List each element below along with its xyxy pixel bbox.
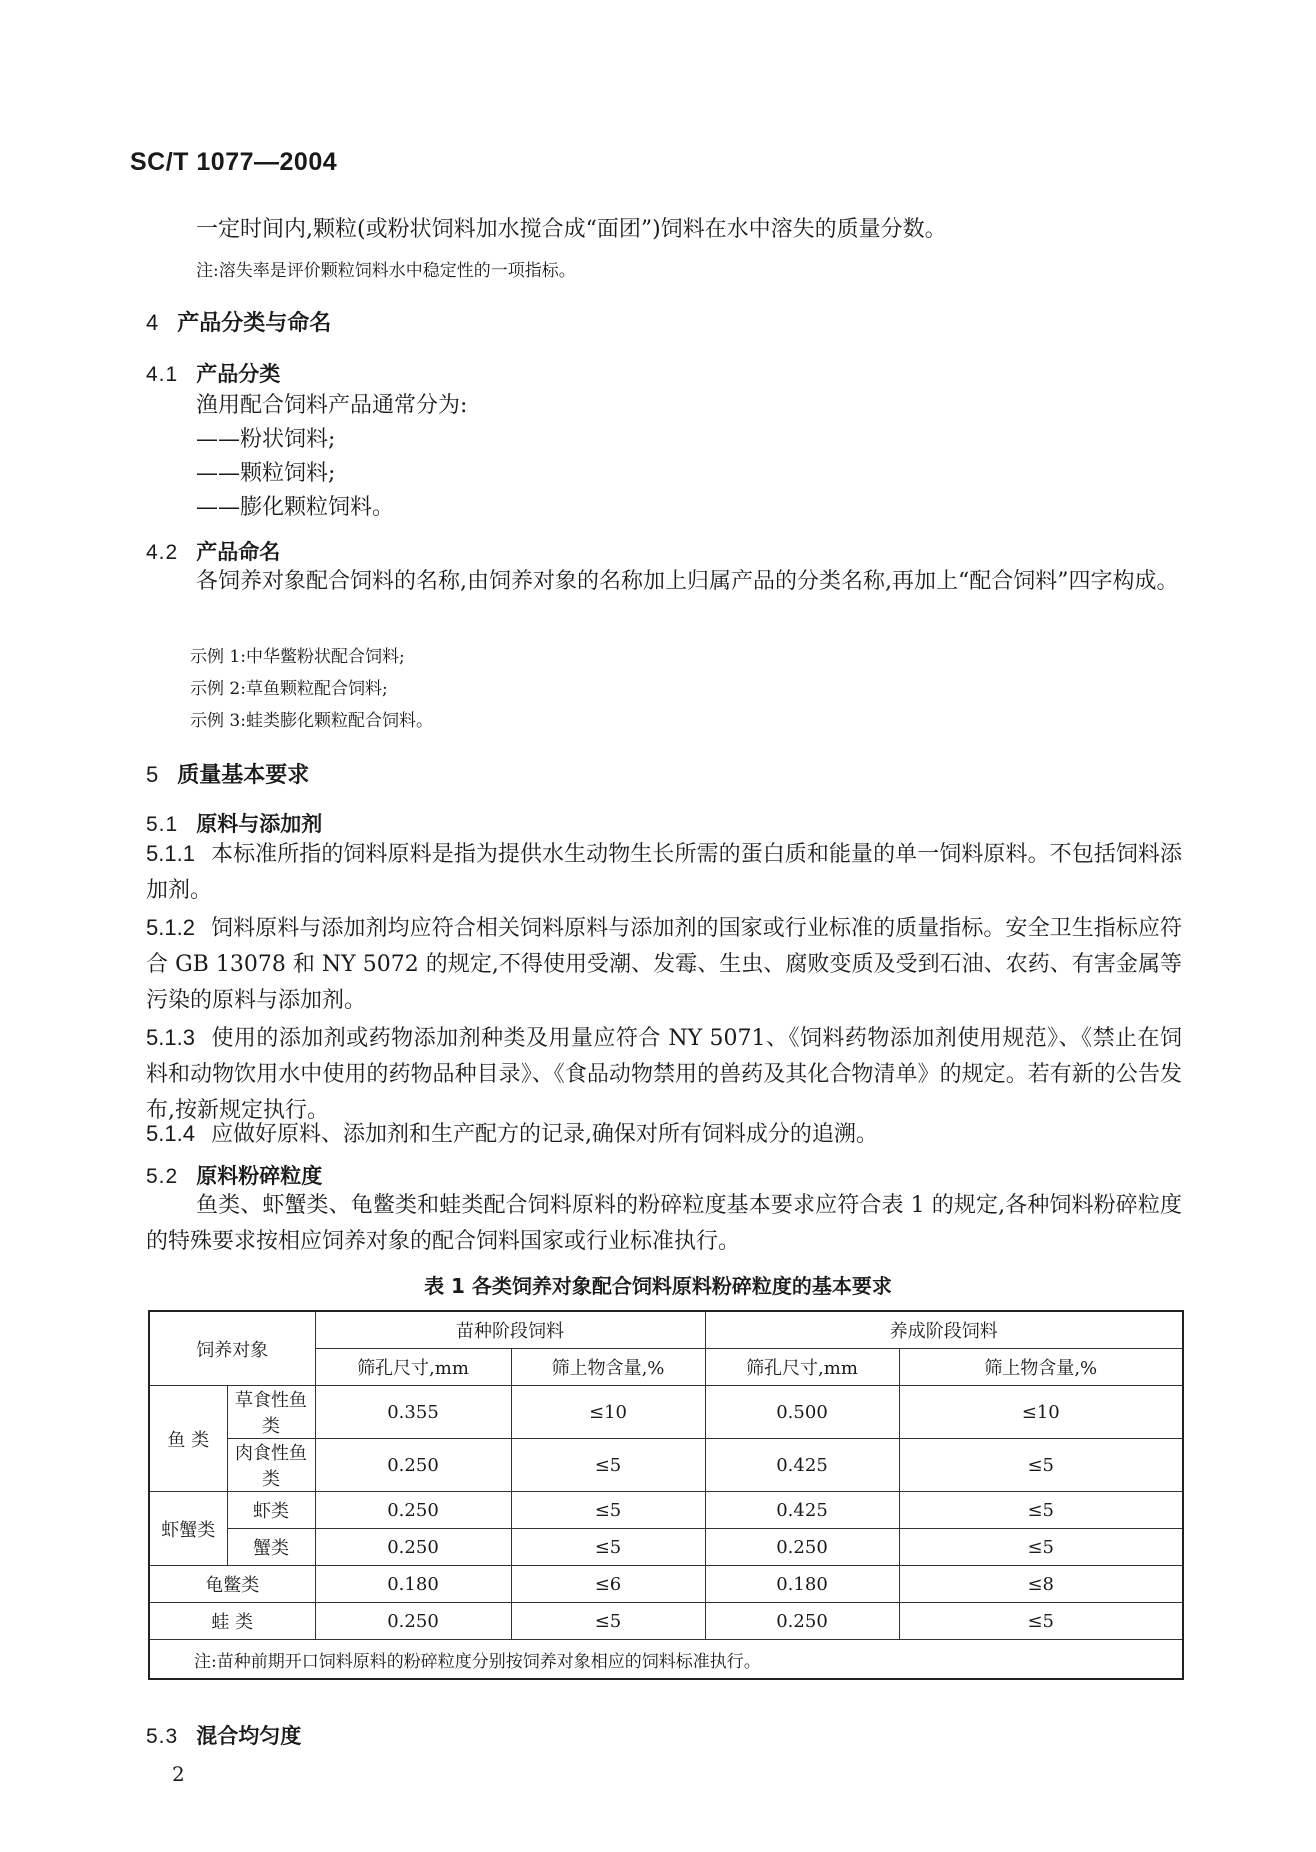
section-4-number: 4 bbox=[146, 310, 160, 335]
section-5-2-heading bbox=[146, 1160, 322, 1190]
sub-label: 虾类 bbox=[227, 1492, 315, 1529]
cell-residue-2: ≤5 bbox=[899, 1439, 1183, 1492]
group-label-crustacean: 虾蟹类 bbox=[149, 1492, 227, 1566]
example-3: 示例 3:蛙类膨化颗粒配合饲料。 bbox=[190, 711, 433, 731]
section-4-2-text: 各饲养对象配合饲料的名称,由饲养对象的名称加上归属产品的分类名称,再加上“配合饲料”四字构成。 bbox=[196, 569, 1179, 594]
sub-label: 草食性鱼类 bbox=[227, 1386, 315, 1439]
header-mesh-2: 筛孔尺寸,mm bbox=[705, 1349, 899, 1386]
sub-label: 蟹类 bbox=[227, 1529, 315, 1566]
clause-5-1-3-text: 使用的添加剂或药物添加剂种类及用量应符合 NY 5071、《饲料药物添加剂使用规范》、《禁止在饲料和动物饮用水中使用的药物品种目录》、《食品动物禁用的兽药及其化合物清单》的规定。若有新的公告发布,按新规定执行。 bbox=[146, 1026, 1182, 1123]
section-4-2-number: 4.2 bbox=[146, 541, 179, 564]
list-item: ——膨化颗粒饲料。 bbox=[196, 495, 395, 520]
cell-mesh-2: 0.180 bbox=[705, 1566, 899, 1603]
table-row bbox=[149, 1439, 1183, 1492]
definition-text: 一定时间内,颗粒(或粉状饲料加水搅合成“面团”)饲料在水中溶失的质量分数。 bbox=[196, 217, 947, 242]
clause-5-1-4-text: 应做好原料、添加剂和生产配方的记录,确保对所有饲料成分的追溯。 bbox=[210, 1122, 878, 1147]
header-seedling: 苗种阶段饲料 bbox=[315, 1311, 705, 1349]
table-1 bbox=[148, 1310, 1184, 1680]
section-5-3-title: 混合均匀度 bbox=[196, 1724, 302, 1748]
cell-residue-2: ≤10 bbox=[899, 1386, 1183, 1439]
section-5-number: 5 bbox=[146, 762, 160, 787]
cell-residue-1: ≤5 bbox=[511, 1439, 705, 1492]
cell-mesh-2: 0.250 bbox=[705, 1603, 899, 1640]
table-header-row bbox=[149, 1311, 1183, 1349]
header-mesh-1: 筛孔尺寸,mm bbox=[315, 1349, 511, 1386]
section-5-title: 质量基本要求 bbox=[177, 763, 310, 788]
cell-residue-2: ≤8 bbox=[899, 1566, 1183, 1603]
section-5-1-heading bbox=[146, 808, 322, 838]
clause-5-1-2 bbox=[146, 910, 1182, 1019]
section-5-2-number: 5.2 bbox=[146, 1165, 179, 1188]
clause-5-1-4 bbox=[146, 1116, 878, 1153]
clause-5-1-3 bbox=[146, 1020, 1182, 1129]
table-1-caption: 表 1 各类饲养对象配合饲料原料粉碎粒度的基本要求 bbox=[424, 1274, 892, 1298]
table-note: 注:苗种前期开口饲料原料的粉碎粒度分别按饲养对象相应的饲料标准执行。 bbox=[149, 1640, 1183, 1680]
clause-5-1-1-text: 本标准所指的饲料原料是指为提供水生动物生长所需的蛋白质和能量的单一饲料原料。不包括饲料添加剂。 bbox=[146, 842, 1182, 903]
page-number: 2 bbox=[172, 1762, 185, 1786]
clause-5-1-4-number: 5.1.4 bbox=[146, 1121, 195, 1146]
section-5-1-title: 原料与添加剂 bbox=[196, 812, 323, 836]
clause-5-1-1-number: 5.1.1 bbox=[146, 841, 195, 866]
list-item: ——粉状饲料; bbox=[196, 427, 336, 452]
section-5-3-heading bbox=[146, 1720, 301, 1750]
table-row bbox=[149, 1492, 1183, 1529]
section-4-1-heading bbox=[146, 358, 280, 388]
header-growout: 养成阶段饲料 bbox=[705, 1311, 1183, 1349]
cell-residue-1: ≤5 bbox=[511, 1603, 705, 1640]
group-label-turtle: 龟鳖类 bbox=[149, 1566, 315, 1603]
cell-residue-1: ≤6 bbox=[511, 1566, 705, 1603]
header-residue-2: 筛上物含量,% bbox=[899, 1349, 1183, 1386]
cell-mesh-2: 0.425 bbox=[705, 1439, 899, 1492]
table-row bbox=[149, 1603, 1183, 1640]
clause-5-1-3-number: 5.1.3 bbox=[146, 1025, 195, 1050]
cell-residue-2: ≤5 bbox=[899, 1529, 1183, 1566]
section-5-1-number: 5.1 bbox=[146, 813, 179, 836]
cell-mesh-2: 0.425 bbox=[705, 1492, 899, 1529]
section-4-heading bbox=[146, 306, 331, 337]
table-row bbox=[149, 1386, 1183, 1439]
cell-residue-1: ≤10 bbox=[511, 1386, 705, 1439]
sub-label: 肉食性鱼类 bbox=[227, 1439, 315, 1492]
section-5-3-number: 5.3 bbox=[146, 1725, 179, 1748]
header-residue-1: 筛上物含量,% bbox=[511, 1349, 705, 1386]
table-row bbox=[149, 1529, 1183, 1566]
section-5-2-title: 原料粉碎粒度 bbox=[196, 1164, 323, 1188]
cell-mesh-1: 0.250 bbox=[315, 1529, 511, 1566]
cell-mesh-1: 0.355 bbox=[315, 1386, 511, 1439]
section-5-2-text: 鱼类、虾蟹类、龟鳖类和蛙类配合饲料原料的粉碎粒度基本要求应符合表 1 的规定,各种饲料粉碎粒度的特殊要求按相应饲养对象的配合饲料国家或行业标准执行。 bbox=[146, 1193, 1182, 1254]
definition-note: 注:溶失率是评价颗粒饲料水中稳定性的一项指标。 bbox=[196, 261, 576, 281]
cell-mesh-2: 0.250 bbox=[705, 1529, 899, 1566]
clause-5-1-1 bbox=[146, 836, 1182, 909]
cell-mesh-1: 0.250 bbox=[315, 1439, 511, 1492]
cell-residue-1: ≤5 bbox=[511, 1492, 705, 1529]
cell-mesh-1: 0.250 bbox=[315, 1603, 511, 1640]
cell-residue-2: ≤5 bbox=[899, 1603, 1183, 1640]
table-row bbox=[149, 1566, 1183, 1603]
list-item: ——颗粒饲料; bbox=[196, 461, 336, 486]
example-1: 示例 1:中华鳖粉状配合饲料; bbox=[190, 647, 405, 667]
section-4-2-title: 产品命名 bbox=[196, 540, 281, 564]
group-label-fish: 鱼 类 bbox=[149, 1386, 227, 1492]
section-4-1-title: 产品分类 bbox=[196, 362, 281, 386]
section-4-1-lead: 渔用配合饲料产品通常分为: bbox=[196, 393, 468, 418]
cell-mesh-1: 0.180 bbox=[315, 1566, 511, 1603]
section-5-heading bbox=[146, 758, 309, 789]
table-note-row bbox=[149, 1640, 1183, 1680]
section-4-2-heading bbox=[146, 536, 280, 566]
cell-mesh-2: 0.500 bbox=[705, 1386, 899, 1439]
section-4-title: 产品分类与命名 bbox=[177, 311, 332, 336]
cell-mesh-1: 0.250 bbox=[315, 1492, 511, 1529]
clause-5-1-2-text: 饲料原料与添加剂均应符合相关饲料原料与添加剂的国家或行业标准的质量指标。安全卫生指标应符合 GB 13078 和 NY 5072 的规定,不得使用受潮、发霉、生虫、腐败变质及受到石油、农药、有害金属等污染的原料与添加剂。 bbox=[146, 916, 1182, 1013]
standard-code: SC/T 1077—2004 bbox=[130, 148, 338, 176]
group-label-frog: 蛙 类 bbox=[149, 1603, 315, 1640]
clause-5-1-2-number: 5.1.2 bbox=[146, 915, 195, 940]
section-4-1-number: 4.1 bbox=[146, 363, 179, 386]
cell-residue-1: ≤5 bbox=[511, 1529, 705, 1566]
example-2: 示例 2:草鱼颗粒配合饲料; bbox=[190, 679, 388, 699]
cell-residue-2: ≤5 bbox=[899, 1492, 1183, 1529]
header-target: 饲养对象 bbox=[149, 1311, 315, 1386]
